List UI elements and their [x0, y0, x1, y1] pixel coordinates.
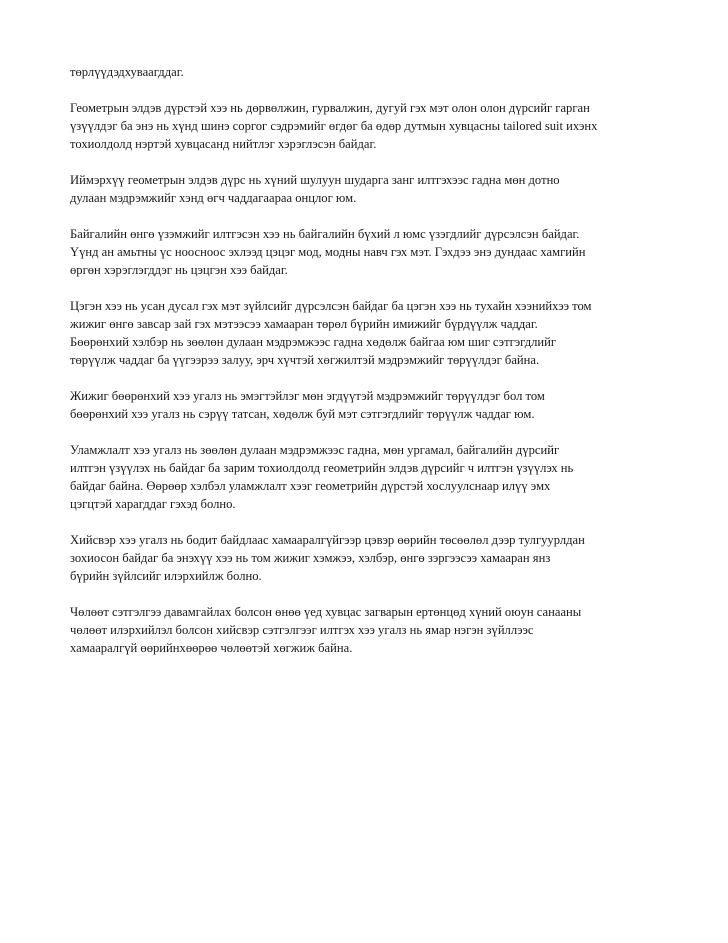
paragraph-6 — [70, 387, 670, 423]
text-line: Иймэрхүү геометрын элдэв дүрс нь хүний шулуун шударга занг илтгэхээс гадна мөн дотно — [70, 173, 560, 187]
paragraph-5 — [70, 297, 670, 369]
text-line: төрлүүдэдхуваагддаг. — [70, 65, 184, 79]
paragraph-4 — [70, 225, 670, 279]
text-line: тохиолдолд нэртэй хувцасанд нийтлэг хэрэглэсэн байдаг. — [70, 137, 377, 151]
text-line: Үүнд ан амьтны үс ноосноос эхлээд цэцэг мод, модны навч гэх мэт. Гэхдээ энэ дундаас хамгийн — [70, 245, 586, 259]
text-line: цэгцтэй харагддаг гэхэд болно. — [70, 497, 236, 511]
text-line: илтгэн үзүүлэх нь байдаг ба зарим тохиолдолд геометрийн элдэв дүрсийг ч илтгэн үзүүлэх нь — [70, 461, 574, 475]
paragraph-9 — [70, 603, 670, 657]
paragraph-1 — [70, 63, 670, 81]
text-line: зохиосон байдаг ба энэхүү хээ нь том жижиг хэмжээ, хэлбэр, өнгө зэргээсээ хамааран янз — [70, 551, 551, 565]
text-line: төрүүлж чаддаг ба үүгээрээ залуу, эрч хүчтэй хөгжилтэй мэдрэмжийг төрүүлдэг байна. — [70, 353, 540, 367]
document-page — [70, 63, 670, 675]
text-line: Байгалийн өнгө үзэмжийг илтгэсэн хээ нь байгалийн бүхий л юмс үзэгдлийг дүрсэлсэн байдаг. — [70, 227, 580, 241]
paragraph-2 — [70, 99, 670, 153]
text-line: Бөөрөнхий хэлбэр нь зөөлөн дулаан мэдрэмжээс гадна хөдөлж байгаа юм шиг сэтгэгдлийг — [70, 335, 557, 349]
text-line: хамааралгүй өөрийнхөөрөө чөлөөтэй хөгжиж байна. — [70, 641, 353, 655]
text-line: өргөн хэрэглэгддэг нь цэцгэн хээ байдаг. — [70, 263, 288, 277]
text-line: Геометрын элдэв дүрстэй хээ нь дөрвөлжин, гурвалжин, дугуй гэх мэт олон олон дүрсийг гарган — [70, 101, 590, 115]
text-line: чөлөөт илэрхийлэл болсон хийсвэр сэтгэлгээг илтгэх хээ угалз нь ямар нэгэн зүйллээс — [70, 623, 534, 637]
paragraph-7 — [70, 441, 670, 513]
text-line: Уламжлалт хээ угалз нь зөөлөн дулаан мэдрэмжээс гадна, мөн ургамал, байгалийн дүрсийг — [70, 443, 560, 457]
text-line: Хийсвэр хээ угалз нь бодит байдлаас хамааралгүйгээр цэвэр өөрийн төсөөлөл дээр тулгуурлдан — [70, 533, 585, 547]
paragraph-8 — [70, 531, 670, 585]
paragraph-3 — [70, 171, 670, 207]
text-line: үзүүлдэг ба энэ нь хүнд шинэ соргог сэдрэмийг өгдөг ба өдөр дутмын хувцасны tailored suit ихэнх — [70, 119, 598, 133]
text-line: байдаг байна. Өөрөөр хэлбэл уламжлалт хээг геометрийн дүрстэй хослуулснаар илүү эмх — [70, 479, 551, 493]
text-line: Жижиг бөөрөнхий хээ угалз нь эмэгтэйлэг мөн эгдүүтэй мэдрэмжийг төрүүлдэг бол том — [70, 389, 545, 403]
text-line: бүрийн зүйлсийг илэрхийлж болно. — [70, 569, 262, 583]
text-line: жижиг өнгө завсар зай гэх мэтээсээ хамааран төрөл бүрийн имижийг бүрдүүлж чаддаг. — [70, 317, 538, 331]
text-line: Цэгэн хээ нь усан дусал гэх мэт зүйлсийг дүрсэлсэн байдаг ба цэгэн хээ нь тухайн хээнийхээ том — [70, 299, 592, 313]
text-line: дулаан мэдрэмжийг хэнд өгч чаддагаараа онцлог юм. — [70, 191, 357, 205]
text-line: Чөлөөт сэтгэлгээ давамгайлах болсон өнөө үед хувцас загварын ертөнцөд хүний оюун санааны — [70, 605, 582, 619]
text-line: бөөрөнхий хээ угалз нь сэрүү татсан, хөдөлж буй мэт сэтгэгдлийг төрүүлж чаддаг юм. — [70, 407, 535, 421]
